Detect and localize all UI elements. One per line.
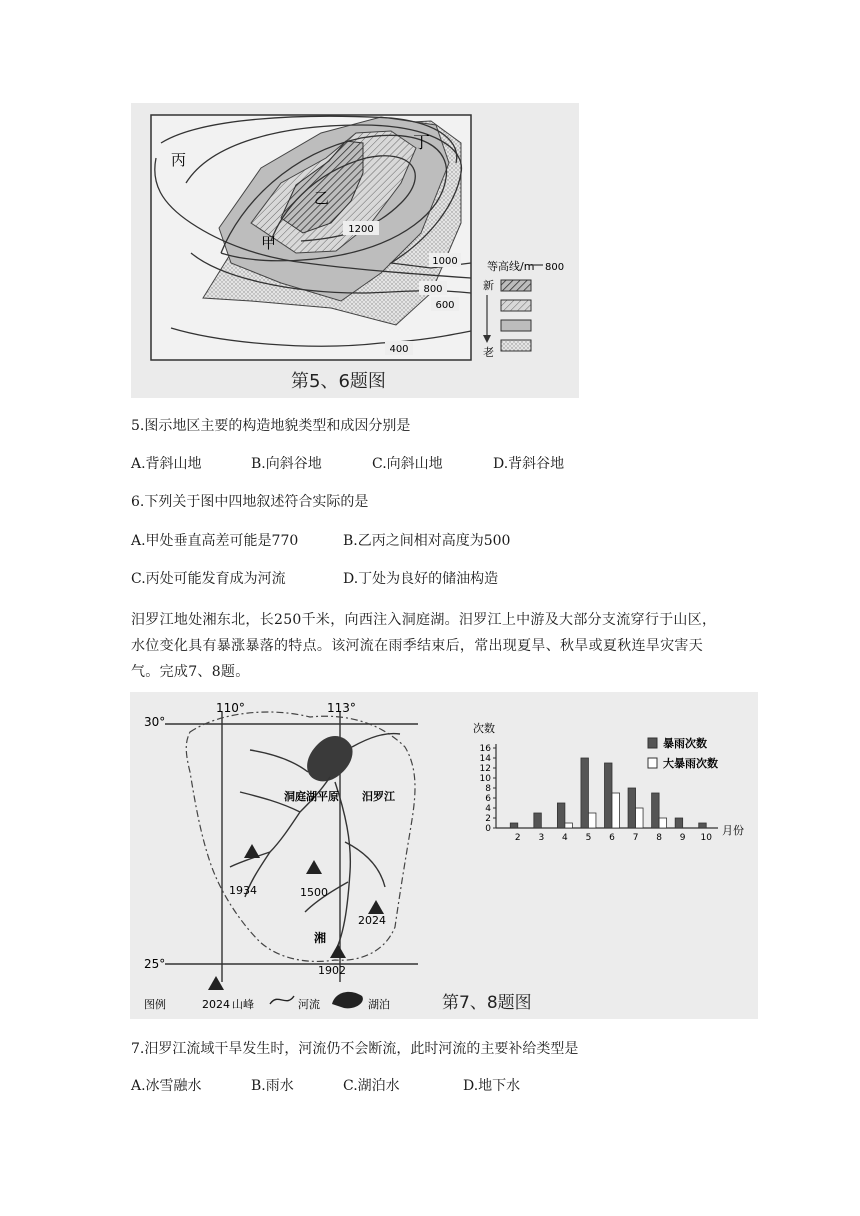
y-tick-label: 10 (479, 774, 491, 784)
figure-caption: 第7、8题图 (442, 993, 532, 1013)
bar-heavy-rainstorm-8 (659, 818, 667, 828)
bar-rainstorm-6 (605, 763, 613, 828)
q7-option-b[interactable]: B.雨水 (251, 1078, 294, 1094)
q6-option-a[interactable]: A.甲处垂直高差可能是770 (131, 533, 299, 549)
bar-rainstorm-7 (628, 788, 636, 828)
label-dongting-plain: 洞庭湖平原 (284, 790, 339, 803)
bar-rainstorm-4 (557, 803, 565, 828)
contour-label-400: 400 (389, 344, 409, 355)
chart-xlabel: 月份 (722, 824, 744, 837)
y-tick-label: 12 (479, 764, 491, 774)
legend-label: 暴雨次数 (663, 737, 707, 750)
question-7-stem: 7.汨罗江流域干旱发生时，河流仍不会断流，此时河流的主要补给类型是 (131, 1041, 579, 1057)
y-tick-label: 4 (485, 804, 491, 814)
svg-text:图例: 图例 (144, 998, 166, 1011)
y-tick-label: 8 (485, 784, 491, 794)
svg-text:1902: 1902 (318, 964, 346, 977)
figure-caption: 第5、6题图 (291, 371, 386, 392)
y-tick-label: 6 (485, 794, 491, 804)
label-yi: 乙 (314, 189, 330, 207)
lon-label-110: 110° (216, 701, 245, 715)
bar-rainstorm-5 (581, 758, 589, 828)
legend-swatch (648, 738, 657, 748)
x-tick-label: 3 (538, 833, 545, 843)
passage-line-3: 气。完成7、8题。 (131, 664, 250, 680)
x-tick-label: 7 (632, 833, 639, 843)
passage-line-2: 水位变化具有暴涨暴落的特点。该河流在雨季结束后，常出现夏旱、秋旱或夏秋连旱灾害天 (131, 638, 703, 654)
q7-option-d[interactable]: D.地下水 (463, 1078, 521, 1094)
y-tick-label: 16 (479, 744, 491, 754)
bar-rainstorm-8 (652, 793, 660, 828)
bar-rainstorm-10 (699, 823, 707, 828)
q5-option-b[interactable]: B.向斜谷地 (251, 456, 322, 472)
svg-text:1500: 1500 (300, 886, 328, 899)
bar-rainstorm-9 (675, 818, 683, 828)
q5-option-c[interactable]: C.向斜山地 (372, 456, 443, 472)
legend-sample: 800 (545, 262, 565, 273)
passage (131, 607, 741, 685)
bar-heavy-rainstorm-6 (612, 793, 620, 828)
figure-7-8 (130, 692, 758, 1019)
q6-option-d[interactable]: D.丁处为良好的储油构造 (343, 571, 499, 587)
lat-label-30: 30° (144, 715, 166, 729)
q5-option-d[interactable]: D.背斜谷地 (493, 456, 565, 472)
svg-text:山峰: 山峰 (232, 998, 254, 1011)
legend-label: 大暴雨次数 (663, 757, 718, 770)
svg-text:1934: 1934 (229, 884, 257, 897)
passage-line-1: 汨罗江地处湘东北，长250千米，向西注入洞庭湖。汨罗江上中游及大部分支流穿行于山区， (131, 612, 717, 628)
y-tick-label: 0 (485, 824, 491, 834)
label-miluo-river: 汨罗江 (362, 790, 395, 803)
x-tick-label: 5 (585, 833, 592, 843)
label-ding: 丁 (413, 133, 430, 153)
label-bing: 丙 (171, 151, 187, 169)
x-tick-label: 10 (700, 833, 712, 843)
label-xiang: 湘 (314, 931, 327, 945)
x-tick-label: 6 (609, 833, 615, 843)
chart-ylabel: 次数 (473, 722, 495, 735)
x-tick-label: 8 (656, 833, 662, 843)
label-jia: 甲 (261, 234, 277, 252)
svg-text:2024: 2024 (358, 914, 386, 927)
svg-text:河流: 河流 (298, 998, 320, 1011)
contour-label-600: 600 (435, 300, 455, 311)
bar-heavy-rainstorm-7 (636, 808, 644, 828)
legend-new: 新 (483, 279, 494, 292)
bar-heavy-rainstorm-4 (565, 823, 573, 828)
contour-label-800: 800 (423, 284, 443, 295)
x-tick-label: 2 (514, 833, 521, 843)
bar-rainstorm-3 (534, 813, 542, 828)
question-6-stem: 6.下列关于图中四地叙述符合实际的是 (131, 494, 369, 510)
question-5-stem: 5.图示地区主要的构造地貌类型和成因分别是 (131, 418, 411, 434)
y-tick-label: 2 (485, 814, 491, 824)
bar-rainstorm-2 (510, 823, 518, 828)
contour-label-1000: 1000 (432, 256, 458, 267)
q7-option-a[interactable]: A.冰雪融水 (131, 1078, 202, 1094)
legend-title: 等高线/m (487, 260, 535, 273)
svg-text:2024: 2024 (202, 998, 230, 1011)
legend-old: 老 (483, 346, 494, 359)
geologic-contour-map (131, 103, 579, 398)
q5-option-a[interactable]: A.背斜山地 (131, 456, 202, 472)
y-tick-label: 14 (479, 754, 491, 764)
q6-option-b[interactable]: B.乙丙之间相对高度为500 (343, 533, 511, 549)
legend-swatch (648, 758, 657, 768)
lat-label-25: 25° (144, 957, 166, 971)
q7-option-c[interactable]: C.湖泊水 (343, 1078, 400, 1094)
bar-heavy-rainstorm-5 (588, 813, 596, 828)
map-and-chart (130, 692, 758, 1019)
x-tick-label: 4 (562, 833, 568, 843)
svg-text:湖泊: 湖泊 (368, 998, 390, 1011)
contour-label-1200: 1200 (348, 224, 374, 235)
q6-option-c[interactable]: C.丙处可能发育成为河流 (131, 571, 286, 587)
figure-5-6 (131, 103, 579, 398)
x-tick-label: 9 (679, 833, 686, 843)
lon-label-113: 113° (327, 701, 356, 715)
